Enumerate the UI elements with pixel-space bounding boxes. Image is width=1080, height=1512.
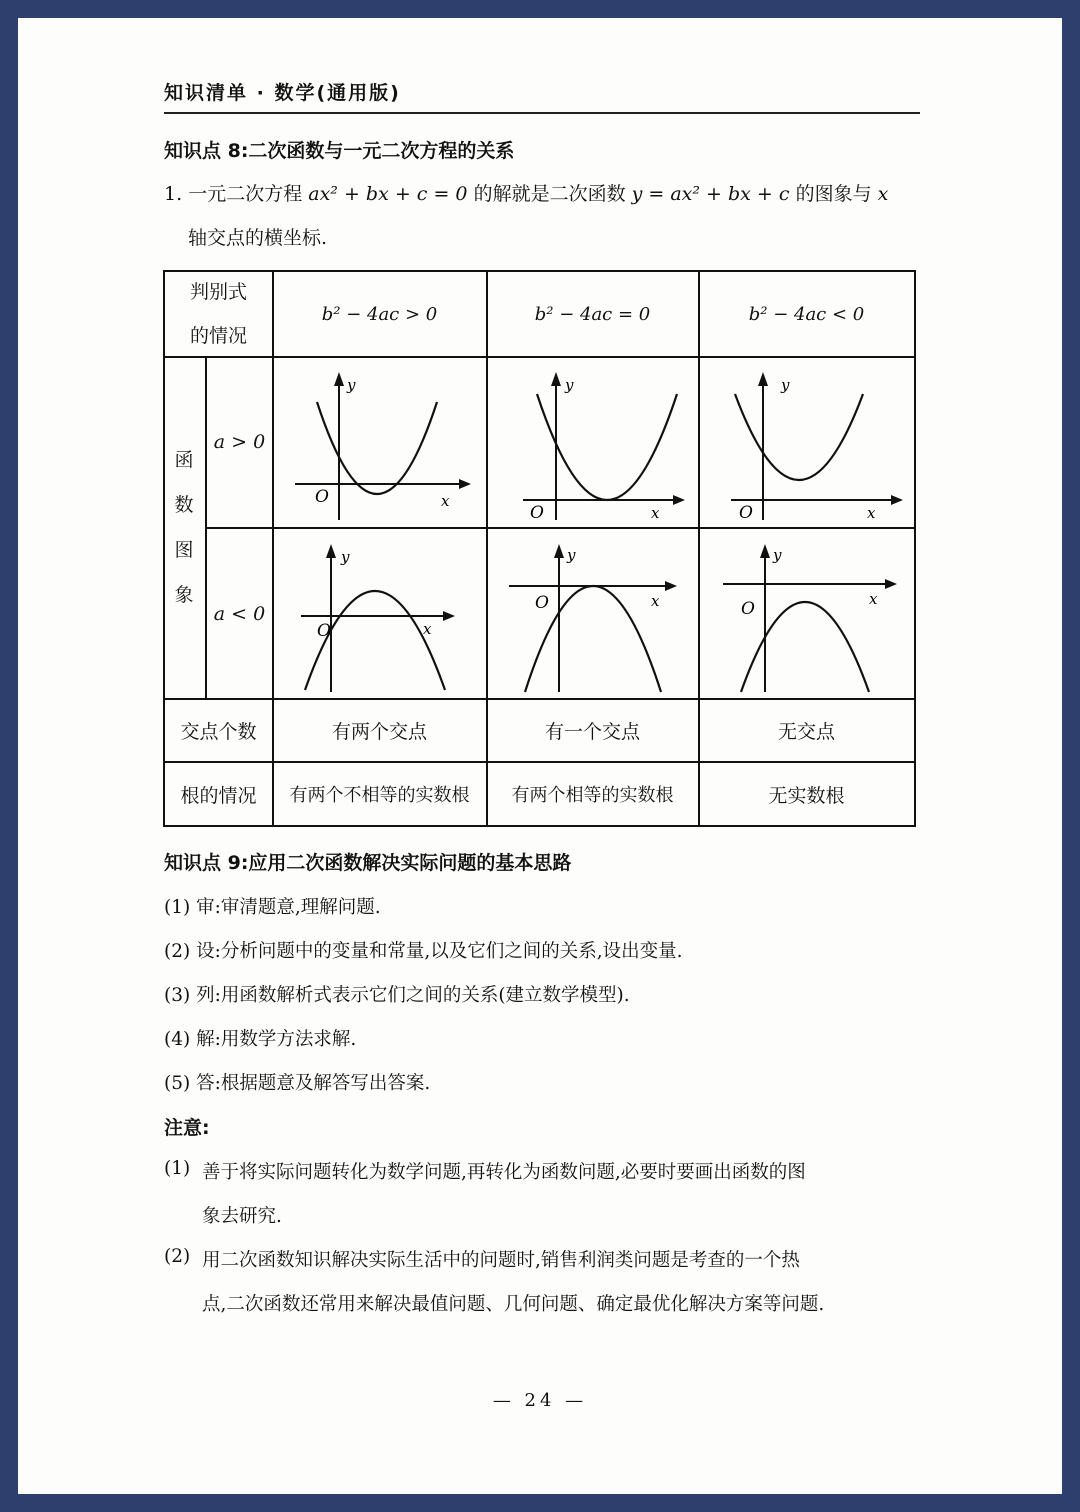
axis-y-label: y — [347, 376, 356, 394]
intersect-two: 有两个交点 — [331, 721, 427, 743]
origin-label: O — [317, 621, 331, 641]
axis-x-label: x — [869, 590, 878, 608]
step-3: (3) 列:用函数解析式表示它们之间的关系(建立数学模型). — [164, 985, 630, 1006]
graph-a-neg-one-root — [489, 532, 697, 696]
graph-a-neg-two-roots — [275, 532, 485, 696]
origin-label: O — [739, 503, 753, 523]
roots-two-distinct: 有两个不相等的实数根 — [289, 785, 470, 806]
note-2-number: (2) — [164, 1246, 191, 1267]
header-label-line1: 判别式 — [189, 281, 247, 303]
a-negative-label: a < 0 — [213, 602, 266, 625]
a-positive-label: a > 0 — [213, 431, 266, 453]
header-label — [165, 272, 272, 356]
running-header: 知识清单 · 数学(通用版) — [164, 82, 401, 104]
axis-x-label: x — [423, 620, 432, 638]
page — [18, 18, 1062, 1494]
roots-two-equal: 有两个相等的实数根 — [511, 785, 674, 806]
point1-line1 — [164, 172, 924, 216]
graph-a-pos-one-root — [489, 360, 697, 525]
point1-text-a: 一元二次方程 — [188, 183, 303, 205]
axis-y-label: y — [341, 548, 350, 566]
note-1-line1: 善于将实际问题转化为数学问题,再转化为函数问题,必要时要画出函数的图 — [202, 1162, 806, 1183]
x-variable: x — [877, 183, 889, 205]
graph-label-char: 象 — [174, 584, 194, 606]
point1-line2: 轴交点的横坐标. — [188, 227, 328, 249]
point1-text-c: 的图象与 — [795, 183, 872, 205]
origin-label: O — [315, 487, 329, 507]
note-title: 注意: — [164, 1117, 210, 1139]
intersect-none: 无交点 — [777, 721, 835, 743]
header-label-line2: 的情况 — [189, 325, 247, 347]
intersect-one: 有一个交点 — [544, 721, 640, 743]
graph-a-neg-no-root — [701, 532, 913, 696]
axis-x-label: x — [651, 504, 660, 522]
disc-positive: b² − 4ac > 0 — [321, 303, 438, 325]
section9-title: 知识点 9:应用二次函数解决实际问题的基本思路 — [164, 852, 572, 874]
point1-text-b: 的解就是二次函数 — [473, 183, 626, 205]
equation-2: y = ax² + bx + c — [631, 183, 790, 205]
point1-number: 1. — [164, 183, 183, 205]
discriminant-table — [163, 270, 916, 827]
step-1: (1) 审:审清题意,理解问题. — [164, 897, 381, 918]
step-2: (2) 设:分析问题中的变量和常量,以及它们之间的关系,设出变量. — [164, 941, 683, 962]
axis-x-label: x — [651, 592, 660, 610]
page-number: — 24 — — [492, 1390, 588, 1411]
note-2-line2: 点,二次函数还常用来解决最值问题、几何问题、确定最优化解决方案等问题. — [202, 1294, 825, 1315]
step-4: (4) 解:用数学方法求解. — [164, 1029, 357, 1050]
section8-title: 知识点 8:二次函数与一元二次方程的关系 — [164, 140, 515, 162]
axis-y-label: y — [773, 546, 782, 564]
intersect-label: 交点个数 — [180, 721, 257, 743]
step-5: (5) 答:根据题意及解答写出答案. — [164, 1073, 431, 1094]
axis-y-label: y — [781, 376, 790, 394]
roots-none: 无实数根 — [768, 784, 845, 807]
graph-a-pos-no-root — [701, 360, 913, 525]
axis-x-label: x — [867, 504, 876, 522]
graph-row-label — [169, 438, 199, 618]
graph-label-char: 数 — [174, 494, 194, 516]
disc-zero: b² − 4ac = 0 — [534, 303, 651, 325]
equation-1: ax² + bx + c = 0 — [308, 183, 468, 205]
disc-negative: b² − 4ac < 0 — [748, 303, 865, 325]
axis-x-label: x — [441, 492, 450, 510]
axis-y-label: y — [565, 376, 574, 394]
graph-a-pos-two-roots — [275, 360, 485, 525]
note-1-line2: 象去研究. — [202, 1206, 282, 1227]
header-rule — [164, 112, 920, 114]
axis-y-label: y — [567, 546, 576, 564]
graph-label-char: 函 — [174, 449, 194, 471]
origin-label: O — [530, 503, 544, 523]
origin-label: O — [535, 593, 549, 613]
graph-label-char: 图 — [174, 539, 194, 561]
note-2-line1: 用二次函数知识解决实际生活中的问题时,销售利润类问题是考查的一个热 — [202, 1250, 800, 1271]
note-1-number: (1) — [164, 1158, 191, 1179]
origin-label: O — [741, 599, 755, 619]
roots-label: 根的情况 — [180, 784, 257, 807]
